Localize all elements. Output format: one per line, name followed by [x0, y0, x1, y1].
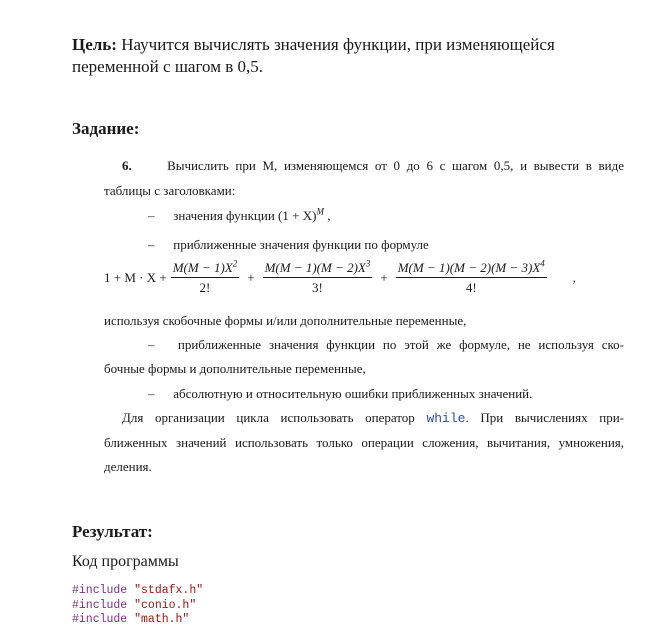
formula-fraction-3 [396, 260, 547, 296]
task-heading: Задание: [72, 119, 140, 138]
list-item-approx-formula [148, 236, 429, 253]
frac2-denominator: 3! [312, 280, 323, 295]
code-directive: #include [72, 613, 128, 626]
frac1-exponent: 2 [232, 258, 238, 269]
code-line [72, 599, 203, 614]
frac2-exponent: 3 [365, 258, 371, 269]
series-formula [104, 260, 576, 296]
code-include-file: "conio.h" [134, 598, 197, 612]
list-dash: – [148, 208, 155, 223]
while-keyword: while [426, 411, 466, 426]
formula-plus: + [247, 270, 255, 285]
code-directive: #include [72, 598, 128, 612]
frac3-numerator: M(M − 1)(M − 2)(M − 3)X [397, 260, 541, 275]
frac1-numerator: M(M − 1)X [172, 260, 233, 275]
loop-paragraph-line2: ближенных значений использовать только операции сложения, вычитания, умножения, [104, 435, 624, 450]
list-item-errors [148, 385, 532, 402]
code-block [72, 584, 203, 628]
item3-line1: приближенные значения функции по этой же формуле, не используя ско- [177, 337, 625, 352]
frac1-denominator: 2! [199, 280, 211, 295]
item1-formula-base: (1 + X) [278, 208, 317, 223]
formula-fraction-2 [263, 260, 373, 296]
goal-block [72, 34, 632, 78]
list-item-function-values [148, 207, 330, 224]
item4-text: абсолютную и относительную ошибки приближенных значений. [173, 386, 533, 401]
frac3-exponent: 4 [540, 258, 545, 269]
formula-plus: + [380, 270, 388, 285]
list-dash: – [148, 237, 155, 252]
para-text-before: Для организации цикла использовать оператор [122, 410, 415, 425]
task-intro-line2: таблицы с заголовками: [104, 183, 236, 198]
item3-line2: бочные формы и дополнительные переменные, [104, 361, 366, 376]
loop-paragraph-line1 [122, 409, 624, 427]
para-text-after: . При вычислениях при- [465, 410, 624, 425]
result-heading: Результат: [72, 522, 153, 541]
loop-paragraph-line3: деления. [104, 459, 152, 474]
item1-tail: , [327, 208, 331, 223]
task-intro-line1 [122, 157, 624, 174]
item1-formula-exp: M [316, 206, 324, 217]
code-subheading: Код программы [72, 553, 179, 570]
code-line [72, 584, 203, 599]
after-formula-text: используя скобочные формы и/или дополнительные переменные, [104, 313, 467, 328]
formula-tail: , [572, 270, 577, 285]
code-include-file: "stdafx.h" [134, 584, 204, 597]
formula-lead: 1 + M · X + [104, 270, 167, 285]
code-include-file: "math.h" [134, 613, 190, 626]
goal-text-line1: Научится вычислять значения функции, при изменяющейся [121, 35, 555, 54]
list-dash: – [148, 337, 155, 352]
goal-label: Цель: [72, 35, 117, 54]
frac2-numerator: M(M − 1)(M − 2)X [264, 260, 366, 275]
code-directive: #include [72, 584, 128, 597]
task-number: 6. [122, 158, 132, 173]
goal-text-line2: переменной с шагом в 0,5. [72, 57, 263, 76]
item2-text: приближенные значения функции по формуле [173, 237, 429, 252]
task-intro-text: Вычислить при М, изменяющемся от 0 до 6 с шагом 0,5, и вывести в виде [167, 158, 625, 173]
list-item-no-brackets [148, 336, 624, 353]
item1-text: значения функции [173, 208, 275, 223]
list-dash: – [148, 386, 155, 401]
code-line [72, 613, 203, 628]
formula-fraction-1 [171, 260, 240, 296]
frac3-denominator: 4! [465, 280, 477, 295]
